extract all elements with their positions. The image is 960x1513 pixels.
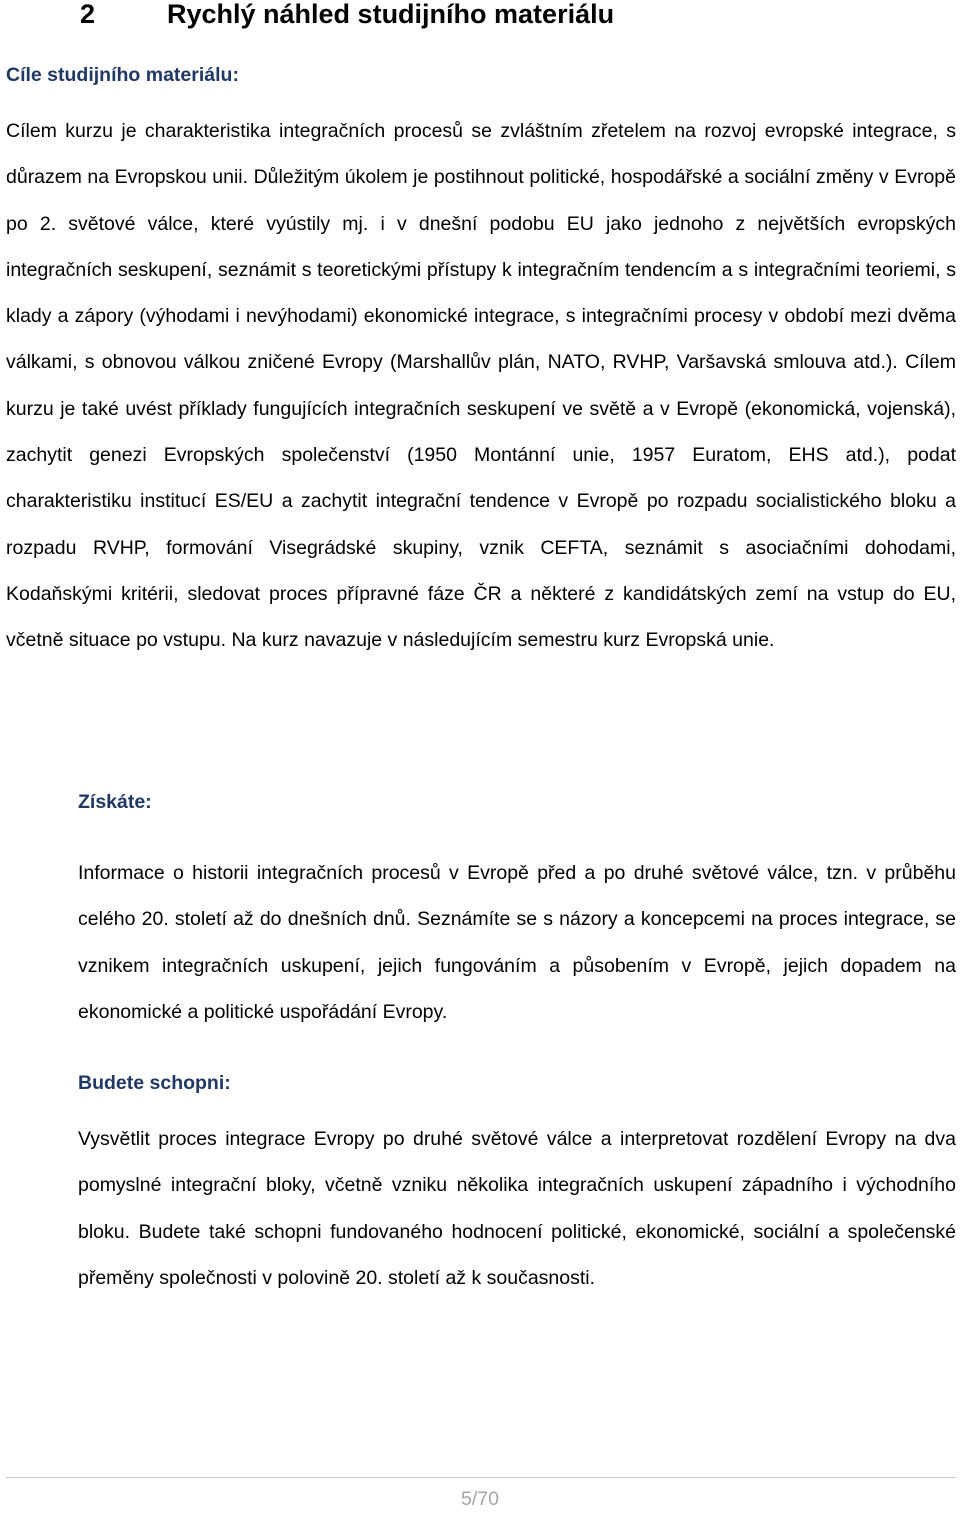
gain-paragraph: Informace o historii integračních procesů v Evropě před a po druhé světové válce, tzn. v průběhu celého 20. století až do dnešních dnů. Seznámíte se s názory a koncepcemi na proces integrace, se vznikem integračních uskupení, jejich fungováním a působením v Evropě, jejich dopadem na ekonomické a politické uspořádání Evropy. bbox=[78, 862, 956, 1023]
ability-heading: Budete schopni: bbox=[78, 1072, 231, 1094]
chapter-title: Rychlý náhled studijního materiálu bbox=[167, 0, 615, 29]
goals-paragraph: Cílem kurzu je charakteristika integračních procesů se zvláštním zřetelem na rozvoj evropské integrace, s důrazem na Evropskou unii. Důležitým úkolem je postihnout politické, hospodářské a sociální změny v Evropě po 2. světové válce, které vyústily mj. i v dnešní podobu EU jako jednoho z největších evropských integračních seskupení, seznámit s teoretickými přístupy k integračním tendencím a s integračními teoriemi, s klady a zápory (výhodami i nevýhodami) ekonomické integrace, s integračními procesy v období mezi dvěma válkami, s obnovou válkou zničené Evropy (Marshallův plán, NATO, RVHP, Varšavská smlouva atd.). Cílem kurzu je také uvést příklady fungujících integračních seskupení ve světě a v Evropě (ekonomická, vojenská), zachytit genezi Evropských společenství (1950 Montánní unie, 1957 Euratom, EHS atd.), podat charakteristiku institucí ES/EU a zachytit integrační tendence v Evropě po rozpadu socialistického bloku a rozpadu RVHP, formování Visegrádské skupiny, vznik CEFTA, seznámit s asociačními dohodami, Kodaňskými kritérii, sledovat proces přípravné fáze ČR a některé z kandidátských zemí na vstup do EU, včetně situace po vstupu. Na kurz navazuje v následujícím semestru kurz Evropská unie. bbox=[6, 120, 956, 652]
chapter-number: 2 bbox=[80, 0, 96, 29]
goals-heading: Cíle studijního materiálu: bbox=[6, 64, 239, 86]
page-number: 5/70 bbox=[461, 1488, 499, 1510]
chapter-heading bbox=[80, 0, 614, 32]
gain-heading: Získáte: bbox=[78, 791, 152, 813]
footer-divider bbox=[6, 1477, 956, 1478]
ability-paragraph: Vysvětlit proces integrace Evropy po druhé světové válce a interpretovat rozdělení Evropy na dva pomyslné integrační bloky, včetně vzniku několika integračních uskupení západního i východního bloku. Budete také schopni fundovaného hodnocení politické, ekonomické, sociální a společenské přeměny společnosti v polovině 20. století až k současnosti. bbox=[78, 1128, 956, 1289]
